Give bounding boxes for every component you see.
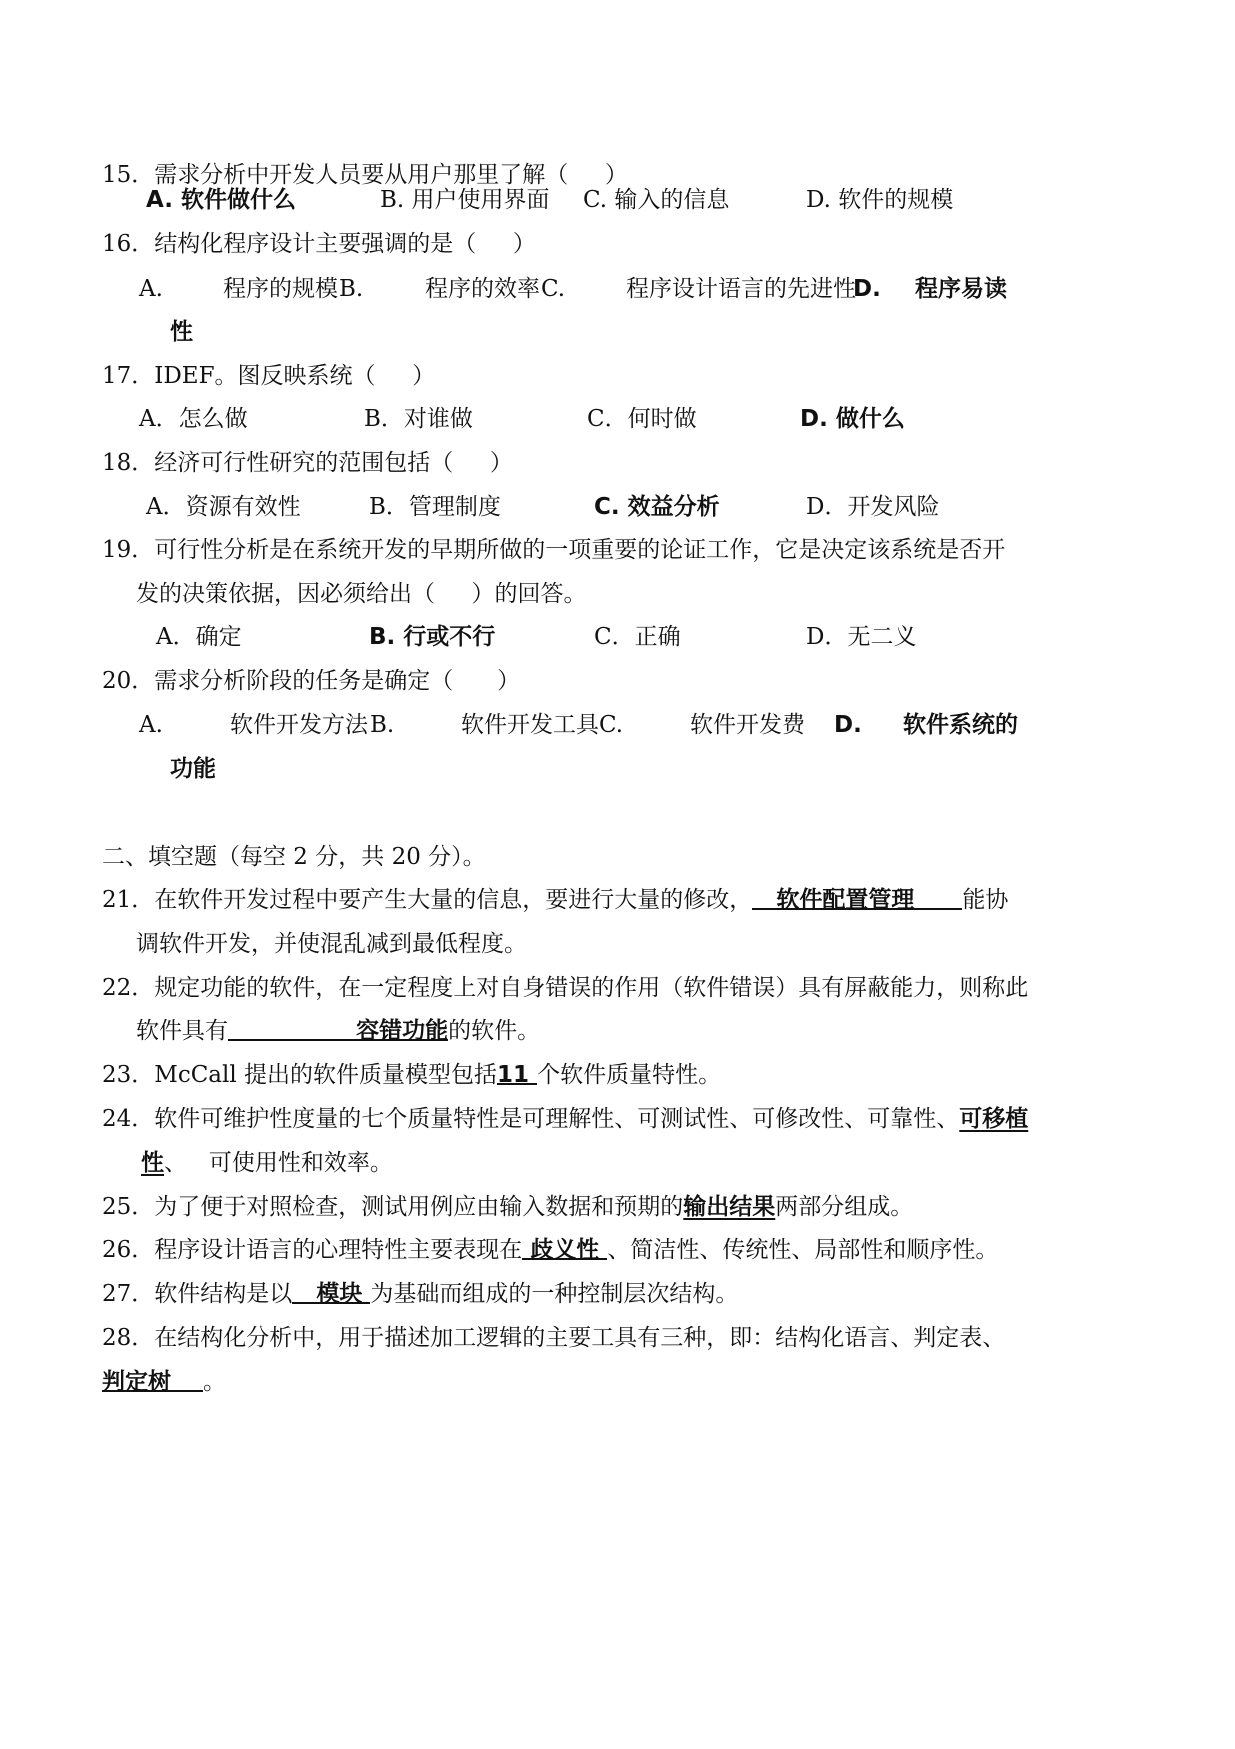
question-stem-cont: 发的决策依据，因必须给出（ ）的回答。 [136, 581, 587, 607]
question-text [102, 1187, 913, 1227]
option-d: D．开发风险 [806, 494, 940, 520]
question-22 [0, 968, 1029, 1008]
question-stem: 16．结构化程序设计主要强调的是（ ） [102, 231, 536, 257]
question-19-cont [0, 574, 587, 614]
question-text-post: 为基础而组成的一种控制层次结构。 [370, 1281, 739, 1307]
question-text [102, 1274, 738, 1314]
question-text-post: 、 可使用性和效率。 [164, 1150, 393, 1176]
answer-text: 容错功能 [356, 1018, 449, 1044]
option-d-answer: D. 做什么 [800, 406, 905, 432]
question-text: 28．在结构化分析中，用于描述加工逻辑的主要工具有三种，即：结构化语言、判定表、 [102, 1325, 1006, 1351]
question-28 [0, 1318, 1006, 1358]
option-b-text: 软件开发工具 [461, 712, 599, 738]
option-c: C．正确 [594, 624, 681, 650]
question-text-pre: 24．软件可维护性度量的七个质量特性是可理解性、可测试性、可修改性、可靠性、 [102, 1106, 960, 1132]
question-text-pre: 21．在软件开发过程中要产生大量的信息，要进行大量的修改， [102, 887, 753, 913]
option-d-answer: 程序易读 [915, 276, 1007, 302]
answer-blank [752, 880, 962, 913]
answer-blank [522, 1230, 607, 1263]
question-24 [0, 1099, 1029, 1139]
section-title [0, 837, 486, 877]
answer-text-cont: 性 [141, 1150, 164, 1176]
answer-text: 判定树 [102, 1369, 171, 1395]
question-text-pre: 23．McCall 提出的软件质量模型包括 [102, 1062, 498, 1088]
answer-text: 软件配置管理 [776, 887, 915, 913]
option-c-letter: C. [599, 712, 624, 738]
option-a: A．怎么做 [139, 406, 248, 432]
question-16 [0, 224, 536, 264]
option-b: B．管理制度 [369, 494, 501, 520]
question-16-options [0, 269, 1007, 309]
question-20-options [0, 705, 1018, 745]
option-b: B．对谁做 [364, 406, 473, 432]
option-a: A．确定 [156, 624, 242, 650]
option-d-answer-cont: 性 [170, 319, 193, 345]
option-c: C. 输入的信息 [583, 187, 730, 213]
question-text-post: 。 [203, 1369, 227, 1395]
option-a-text: 程序的规模 [223, 276, 338, 302]
question-20-cont [0, 749, 216, 789]
question-22-cont [0, 1011, 541, 1051]
option-b-letter: B. [339, 276, 364, 302]
question-28-cont [0, 1362, 227, 1402]
question-27 [0, 1274, 739, 1314]
answer-text: 11 [497, 1062, 530, 1088]
question-text-post: 个软件质量特性。 [537, 1062, 722, 1088]
option-d-answer-cont: 功能 [170, 756, 216, 782]
question-stem: 18．经济可行性研究的范围包括（ ） [102, 450, 513, 476]
question-17 [0, 356, 436, 396]
question-19 [0, 530, 1006, 570]
option-a-letter: A. [139, 276, 163, 302]
question-text-cont [136, 1011, 540, 1051]
answer-text: 模块 [316, 1281, 363, 1307]
option-d-answer: 软件系统的 [903, 712, 1018, 738]
option-a-answer: A. 软件做什么 [146, 187, 296, 213]
question-stem: 15．需求分析中开发人员要从用户那里了解（ ） [102, 162, 628, 188]
option-b: B. 用户使用界面 [380, 187, 550, 213]
option-a: A．资源有效性 [146, 494, 301, 520]
question-text-pre: 27．软件结构是以 [102, 1281, 293, 1307]
question-text [102, 1230, 998, 1270]
question-text: 22．规定功能的软件，在一定程度上对自身错误的作用（软件错误）具有屏蔽能力，则称此 [102, 975, 1029, 1001]
question-19-options [0, 617, 917, 657]
question-20 [0, 661, 521, 701]
answer-blank [292, 1274, 370, 1307]
option-d-letter: D. [834, 712, 862, 738]
option-c-text: 软件开发费 [690, 712, 805, 738]
question-text-post: 、简洁性、传统性、局部性和顺序性。 [607, 1237, 999, 1263]
option-c: C．何时做 [587, 406, 697, 432]
question-21 [0, 880, 1009, 920]
answer-text: 输出结果 [683, 1194, 776, 1220]
question-text-cont [102, 1362, 226, 1402]
question-text-pre: 25．为了便于对照检查，测试用例应由输入数据和预期的 [102, 1194, 684, 1220]
question-15-options [0, 180, 954, 220]
question-text-post: 能协 [962, 887, 1009, 913]
answer-blank [102, 1362, 203, 1395]
question-25 [0, 1187, 914, 1227]
question-stem: 20．需求分析阶段的任务是确定（ ） [102, 668, 521, 694]
section-2-title: 二、填空题（每空 2 分，共 20 分）。 [102, 844, 486, 870]
option-c-answer: C. 效益分析 [594, 494, 720, 520]
answer-text: 歧义性 [530, 1237, 600, 1263]
question-text [102, 880, 1008, 920]
question-23 [0, 1055, 722, 1095]
option-a-letter: A. [139, 712, 163, 738]
question-stem: 17．IDEF。图反映系统（ ） [102, 363, 436, 389]
question-text-cont [141, 1143, 393, 1183]
question-text-pre: 26．程序设计语言的心理特性主要表现在 [102, 1237, 523, 1263]
option-b-letter: B. [370, 712, 395, 738]
question-17-options [0, 399, 905, 439]
question-text [102, 1055, 721, 1095]
question-text-post: 两部分组成。 [775, 1194, 914, 1220]
option-d: D. 软件的规模 [806, 187, 954, 213]
option-b-text: 程序的效率 [425, 276, 540, 302]
option-c-text: 程序设计语言的先进性 [626, 276, 856, 302]
question-stem: 19．可行性分析是在系统开发的早期所做的一项重要的论证工作，它是决定该系统是否开 [102, 537, 1006, 563]
answer-blank [497, 1055, 537, 1088]
option-c-letter: C. [541, 276, 566, 302]
question-16-cont [0, 312, 193, 352]
answer-text: 可移植 [959, 1106, 1029, 1132]
option-b-answer: B. 行或不行 [369, 624, 496, 650]
question-18 [0, 443, 513, 483]
option-d: D．无二义 [806, 624, 917, 650]
question-26 [0, 1230, 999, 1270]
question-24-cont [0, 1143, 393, 1183]
question-18-options [0, 487, 940, 527]
question-text-cont: 调软件开发，并使混乱减到最低程度。 [136, 931, 527, 957]
question-text [102, 1099, 1028, 1139]
question-text-post: 的软件。 [448, 1018, 541, 1044]
answer-blank [228, 1011, 449, 1044]
option-a-text: 软件开发方法 [230, 712, 368, 738]
question-text-pre: 软件具有 [136, 1018, 228, 1044]
question-21-cont [0, 924, 527, 964]
option-d-letter: D. [853, 276, 881, 302]
